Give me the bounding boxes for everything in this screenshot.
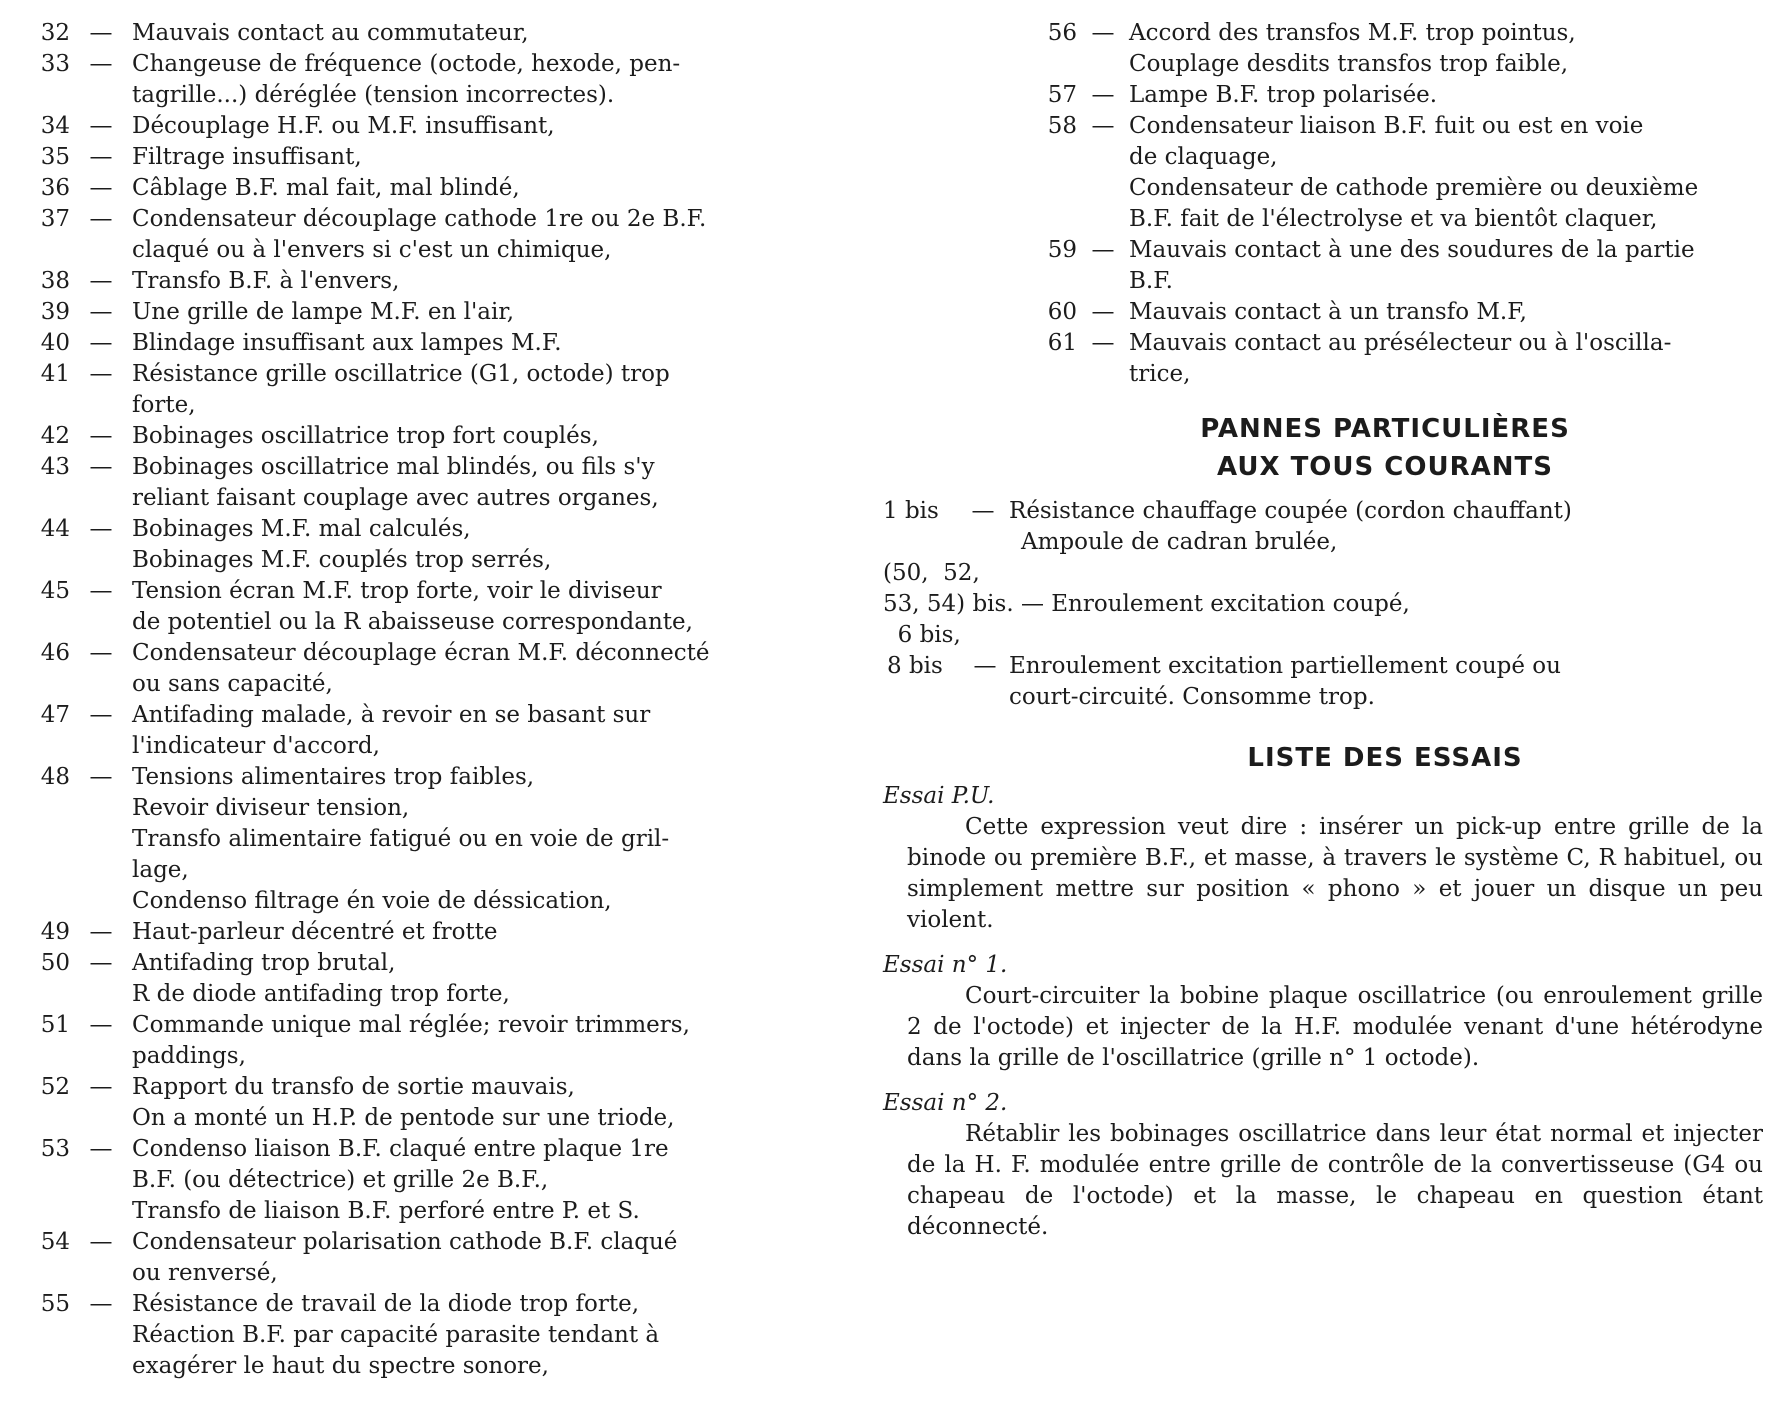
entry-43 — [22, 452, 752, 514]
left-column — [22, 18, 752, 1382]
entry-line: Condenso liaison B.F. claqué entre plaque 1re — [132, 1136, 669, 1162]
entry-line: Découplage H.F. ou M.F. insuffisant, — [132, 113, 555, 139]
entry-dash: — — [1091, 82, 1115, 108]
entry-line: Résistance grille oscillatrice (G1, octode) trop — [132, 361, 670, 387]
entry-dash: — — [89, 950, 113, 976]
entry-55 — [22, 1289, 752, 1382]
entry-35 — [22, 142, 752, 173]
entry-line: R de diode antifading trop forte, — [132, 981, 510, 1007]
entry-dash: — — [89, 1291, 113, 1317]
entry-line: claqué ou à l'envers si c'est un chimique, — [132, 237, 612, 263]
entry-dash: — — [89, 361, 113, 387]
entry-line: Filtrage insuffisant, — [132, 144, 362, 170]
entry-48 — [22, 762, 752, 917]
entry-38 — [22, 266, 752, 297]
entry-number: 47 — [40, 702, 70, 728]
entry-line: reliant faisant couplage avec autres organes, — [132, 485, 659, 511]
entry-number: 34 — [40, 113, 70, 139]
entry-dash: — — [89, 51, 113, 77]
right-entry-list — [1005, 18, 1765, 390]
entry-line: Tensions alimentaires trop faibles, — [132, 764, 535, 790]
entry-dash: — — [89, 423, 113, 449]
entry-number: 41 — [40, 361, 70, 387]
entry-number: 33 — [40, 51, 70, 77]
entry-number: 59 — [1047, 237, 1077, 263]
entry-line: court-circuité. Consomme trop. — [1009, 684, 1375, 710]
entry-number: 36 — [40, 175, 70, 201]
entry-number: 60 — [1047, 299, 1077, 325]
entry-56 — [1005, 18, 1765, 80]
entry-line: Haut-parleur décentré et frotte — [132, 919, 498, 945]
entry-dash: — — [1091, 20, 1115, 46]
entry-line: Câblage B.F. mal fait, mal blindé, — [132, 175, 520, 201]
entry-line: Condensateur découplage cathode 1re ou 2e B.F. — [132, 206, 707, 232]
entry-41 — [22, 359, 752, 421]
entry-line: Transfo alimentaire fatigué ou en voie de gril- — [132, 826, 670, 852]
entry-51 — [22, 1010, 752, 1072]
bis-group-line: 6 bis, — [883, 622, 961, 648]
entry-number: 55 — [40, 1291, 70, 1317]
entry-line: Revoir diviseur tension, — [132, 795, 410, 821]
entry-59 — [1005, 235, 1765, 297]
entry-dash: — — [89, 919, 113, 945]
entry-line: ou sans capacité, — [132, 671, 333, 697]
entry-dash: — — [1091, 113, 1115, 139]
essai-text: Cette expression veut dire : insérer un pick-up entre grille de la binode ou première B.F., et masse, à travers le système C, R habituel, ou simplement mettre sur position « phono » et jouer un disque un peu violent. — [907, 814, 1763, 933]
heading-pannes-line-2: AUX TOUS COURANTS — [1217, 452, 1553, 482]
essai-title: Essai n° 1. — [883, 952, 1008, 978]
entry-49 — [22, 917, 752, 948]
entry-60 — [1005, 297, 1765, 328]
entry-number: 38 — [40, 268, 70, 294]
entry-42 — [22, 421, 752, 452]
essais-list — [883, 781, 1763, 1243]
entry-dash: — — [973, 653, 997, 679]
bis-1-entry — [883, 496, 1765, 558]
entry-dash: — — [89, 330, 113, 356]
entry-50 — [22, 948, 752, 1010]
entry-number: 57 — [1047, 82, 1077, 108]
entry-line: Résistance de travail de la diode trop forte, — [132, 1291, 640, 1317]
entry-line: Antifading trop brutal, — [132, 950, 396, 976]
entry-46 — [22, 638, 752, 700]
entry-45 — [22, 576, 752, 638]
entry-line: ou renversé, — [132, 1260, 278, 1286]
essai-text: Court-circuiter la bobine plaque oscillatrice (ou enroulement grille 2 de l'octode) et injecter de la H.F. modulée venant d'une hétérodyne dans la grille de l'oscillatrice (grille n° 1 octode). — [907, 983, 1763, 1071]
entry-number: 49 — [40, 919, 70, 945]
entry-number: 45 — [40, 578, 70, 604]
entry-dash: — — [1091, 299, 1115, 325]
entry-dash: — — [89, 454, 113, 480]
entry-61 — [1005, 328, 1765, 390]
entry-line: Mauvais contact au commutateur, — [132, 20, 529, 46]
entry-dash: — — [89, 1136, 113, 1162]
entry-dash: — — [89, 175, 113, 201]
entry-dash: — — [89, 144, 113, 170]
bis-group — [883, 558, 1765, 651]
entry-number: 37 — [40, 206, 70, 232]
entry-number: 44 — [40, 516, 70, 542]
entry-number: 51 — [40, 1012, 70, 1038]
entry-dash: — — [89, 20, 113, 46]
entry-dash: — — [971, 498, 995, 524]
entry-dash: — — [1091, 330, 1115, 356]
entry-line: Accord des transfos M.F. trop pointus, — [1129, 20, 1576, 46]
entry-line: B.F. fait de l'électrolyse et va bientôt claquer, — [1129, 206, 1658, 232]
entry-line: Blindage insuffisant aux lampes M.F. — [132, 330, 562, 356]
entry-dash: — — [89, 206, 113, 232]
entry-32 — [22, 18, 752, 49]
essai-text: Rétablir les bobinages oscillatrice dans leur état normal et injecter de la H. F. modulée entre grille de contrôle de la convertisseuse (G4 ou chapeau de l'octode) et la masse, le chapeau en question étant déconnecté. — [907, 1121, 1763, 1240]
entry-line: Rapport du transfo de sortie mauvais, — [132, 1074, 575, 1100]
entry-57 — [1005, 80, 1765, 111]
entry-line: exagérer le haut du spectre sonore, — [132, 1353, 549, 1379]
entry-line: Mauvais contact à un transfo M.F, — [1129, 299, 1527, 325]
heading-pannes-line-1: PANNES PARTICULIÈRES — [1200, 414, 1570, 444]
right-column — [883, 18, 1765, 1243]
entry-line: Bobinages oscillatrice trop fort couplés, — [132, 423, 599, 449]
entry-line: Condenso filtrage én voie de déssication, — [132, 888, 612, 914]
entry-line: forte, — [132, 392, 196, 418]
entry-number: 61 — [1047, 330, 1077, 356]
entry-line: Une grille de lampe M.F. en l'air, — [132, 299, 515, 325]
entry-line: B.F. — [1129, 268, 1173, 294]
entry-line: Condensateur de cathode première ou deuxième — [1129, 175, 1699, 201]
bis-group-line: (50, 52, — [883, 560, 980, 586]
entry-54 — [22, 1227, 752, 1289]
entry-number: 32 — [40, 20, 70, 46]
entry-47 — [22, 700, 752, 762]
entry-line: l'indicateur d'accord, — [132, 733, 380, 759]
entry-dash: — — [89, 1229, 113, 1255]
entry-line: Enroulement excitation partiellement coupé ou — [1009, 653, 1561, 679]
entry-52 — [22, 1072, 752, 1134]
entry-line: On a monté un H.P. de pentode sur une triode, — [132, 1105, 675, 1131]
bis-8-entry — [883, 651, 1765, 713]
entry-number: 52 — [40, 1074, 70, 1100]
entry-line: de claquage, — [1129, 144, 1278, 170]
entry-line: Commande unique mal réglée; revoir trimmers, — [132, 1012, 690, 1038]
entry-dash: — — [89, 1074, 113, 1100]
heading-essais: LISTE DES ESSAIS — [1247, 743, 1523, 773]
entry-line: lage, — [132, 857, 189, 883]
entry-dash: — — [89, 113, 113, 139]
entry-36 — [22, 173, 752, 204]
entry-line: tagrille...) déréglée (tension incorrectes). — [132, 82, 615, 108]
entry-line: paddings, — [132, 1043, 246, 1069]
bis-group-line: 53, 54) bis. — Enroulement excitation coupé, — [883, 591, 1410, 617]
essai-title: Essai n° 2. — [883, 1090, 1008, 1116]
entry-number: 1 bis — [883, 498, 939, 524]
entry-number: 54 — [40, 1229, 70, 1255]
entry-line: Lampe B.F. trop polarisée. — [1129, 82, 1438, 108]
entry-line: Mauvais contact au présélecteur ou à l'oscilla- — [1129, 330, 1672, 356]
entry-number: 39 — [40, 299, 70, 325]
entry-44 — [22, 514, 752, 576]
entry-number: 35 — [40, 144, 70, 170]
entry-line: Antifading malade, à revoir en se basant sur — [132, 702, 651, 728]
entry-line: Bobinages oscillatrice mal blindés, ou fils s'y — [132, 454, 655, 480]
entry-33 — [22, 49, 752, 111]
entry-number: 48 — [40, 764, 70, 790]
entry-number: 56 — [1047, 20, 1077, 46]
entry-line: Mauvais contact à une des soudures de la partie — [1129, 237, 1695, 263]
entry-line: Ampoule de cadran brulée, — [1021, 529, 1338, 555]
entry-line: Condensateur liaison B.F. fuit ou est en voie — [1129, 113, 1644, 139]
entry-line: Couplage desdits transfos trop faible, — [1129, 51, 1569, 77]
entry-34 — [22, 111, 752, 142]
entry-dash: — — [1091, 237, 1115, 263]
entry-line: Changeuse de fréquence (octode, hexode, pen- — [132, 51, 681, 77]
entry-dash: — — [89, 702, 113, 728]
entry-dash: — — [89, 1012, 113, 1038]
entry-53 — [22, 1134, 752, 1227]
entry-number: 53 — [40, 1136, 70, 1162]
entry-line: Condensateur découplage écran M.F. déconnecté — [132, 640, 710, 666]
entry-line: trice, — [1129, 361, 1191, 387]
entry-dash: — — [89, 578, 113, 604]
entry-line: Transfo B.F. à l'envers, — [132, 268, 400, 294]
entry-dash: — — [89, 516, 113, 542]
entry-dash: — — [89, 764, 113, 790]
entry-line: Bobinages M.F. couplés trop serrés, — [132, 547, 552, 573]
entry-line: de potentiel ou la R abaisseuse correspondante, — [132, 609, 693, 635]
essai-title: Essai P.U. — [883, 783, 995, 809]
entry-number: 58 — [1047, 113, 1077, 139]
entry-39 — [22, 297, 752, 328]
entry-dash: — — [89, 299, 113, 325]
entry-number: 46 — [40, 640, 70, 666]
entry-line: Réaction B.F. par capacité parasite tendant à — [132, 1322, 660, 1348]
entry-dash: — — [89, 268, 113, 294]
entry-number: 8 bis — [887, 653, 943, 679]
entry-number: 43 — [40, 454, 70, 480]
entry-dash: — — [89, 640, 113, 666]
entry-line: Condensateur polarisation cathode B.F. claqué — [132, 1229, 678, 1255]
entry-number: 42 — [40, 423, 70, 449]
entry-number: 50 — [40, 950, 70, 976]
entry-line: Transfo de liaison B.F. perforé entre P. et S. — [132, 1198, 640, 1224]
entry-number: 40 — [40, 330, 70, 356]
entry-40 — [22, 328, 752, 359]
entry-line: Tension écran M.F. trop forte, voir le diviseur — [132, 578, 662, 604]
entry-37 — [22, 204, 752, 266]
entry-line: B.F. (ou détectrice) et grille 2e B.F., — [132, 1167, 549, 1193]
entry-line: Résistance chauffage coupée (cordon chauffant) — [1009, 498, 1572, 524]
entry-line: Bobinages M.F. mal calculés, — [132, 516, 471, 542]
entry-58 — [1005, 111, 1765, 235]
